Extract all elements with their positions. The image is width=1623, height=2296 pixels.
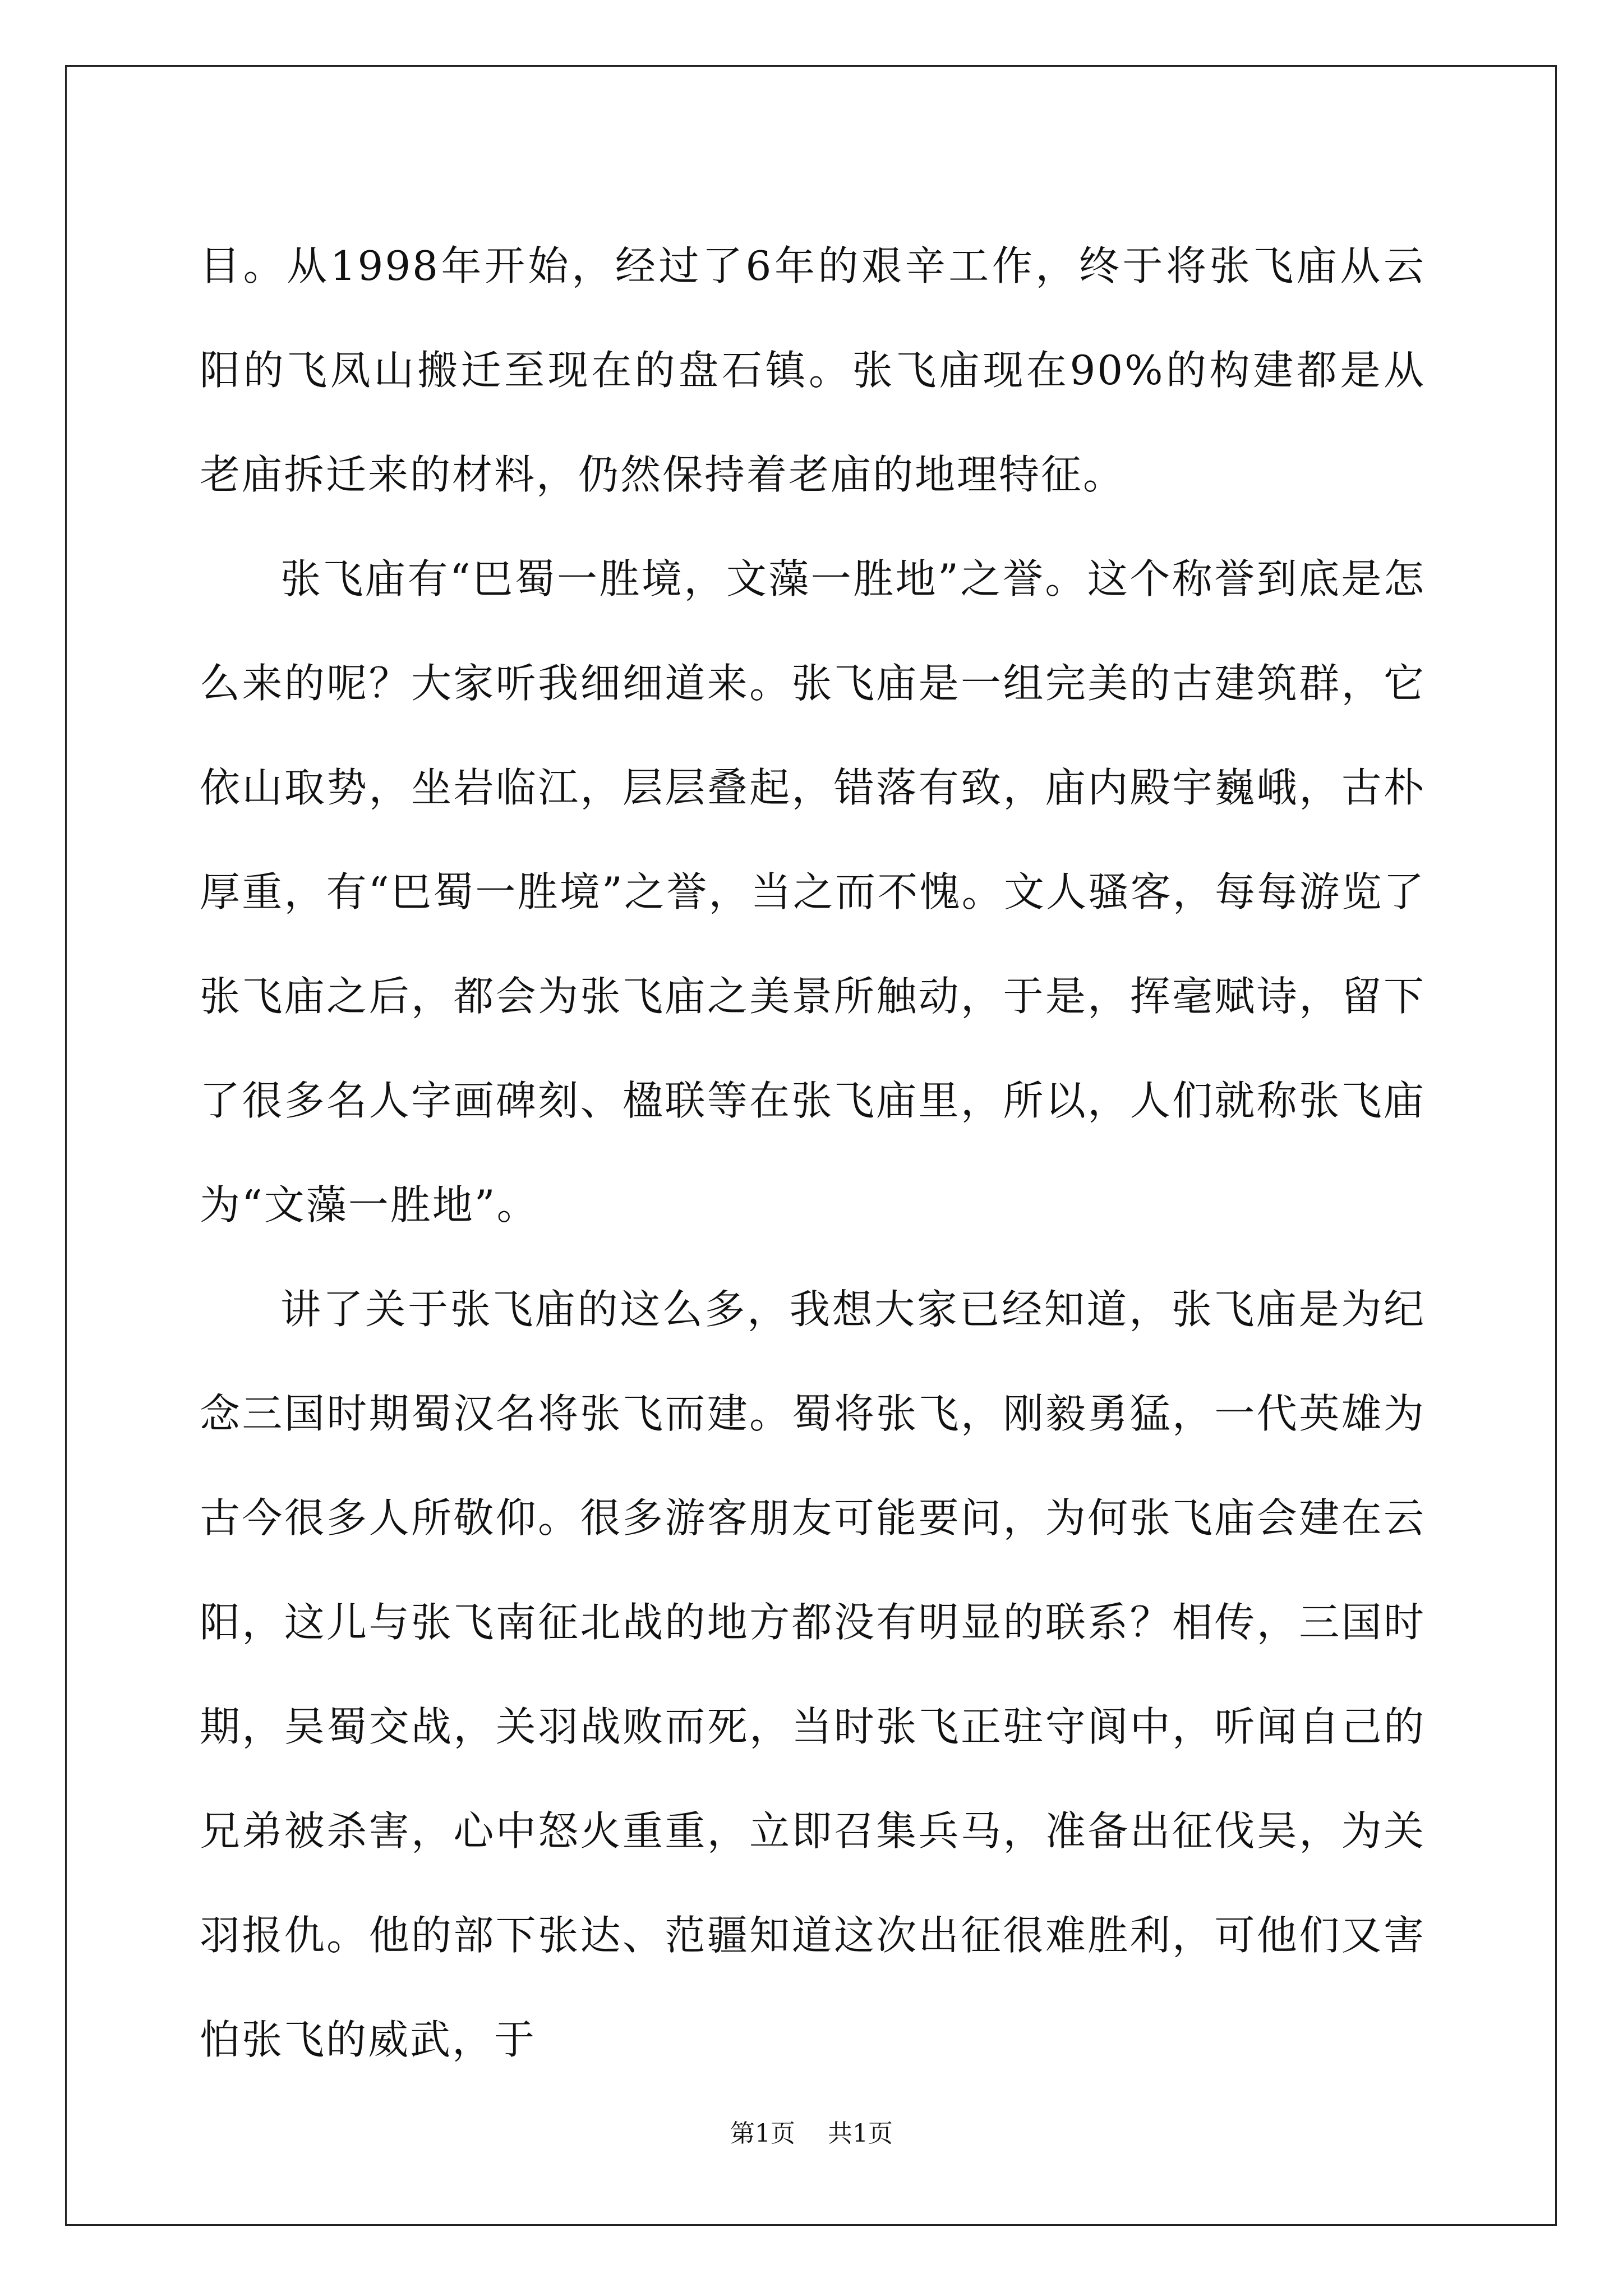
page-footer [0,2118,1623,2150]
paragraph-3: 讲了关于张飞庙的这么多，我想大家已经知道，张飞庙是为纪念三国时期蜀汉名将张飞而建。蜀将张飞，刚毅勇猛，一代英雄为古今很多人所敬仰。很多游客朋友可能要问，为何张飞庙会建在云阳，这儿与张飞南征北战的地方都没有明显的联系？相传，三国时期，吴蜀交战，关羽战败而死，当时张飞正驻守阆中，听闻自己的兄弟被杀害，心中怒火重重，立即召集兵马，准备出征伐吴，为关羽报仇。他的部下张达、范疆知道这次出征很难胜利，可他们又害怕张飞的威武，于 [200,1286,1426,2063]
paragraph-2: 张飞庙有“巴蜀一胜境，文藻一胜地”之誉。这个称誉到底是怎么来的呢？大家听我细细道来。张飞庙是一组完美的古建筑群，它依山取势，坐岩临江，层层叠起，错落有致，庙内殿宇巍峨，古朴厚重，有“巴蜀一胜境”之誉，当之而不愧。文人骚客，每每游览了张飞庙之后，都会为张飞庙之美景所触动，于是，挥毫赋诗，留下了很多名人字画碑刻、楹联等在张飞庙里，所以，人们就称张飞庙为“文藻一胜地”。 [200,555,1426,1228]
page-number-total: 共1页 [828,2119,893,2148]
paragraph-1: 目。从1998年开始，经过了6年的艰辛工作，终于将张飞庙从云阳的飞凤山搬迁至现在的盘石镇。张飞庙现在90%的构建都是从老庙拆迁来的材料，仍然保持着老庙的地理特征。 [200,242,1426,498]
page-number-current: 第1页 [730,2119,795,2148]
document-body [200,214,1426,2092]
